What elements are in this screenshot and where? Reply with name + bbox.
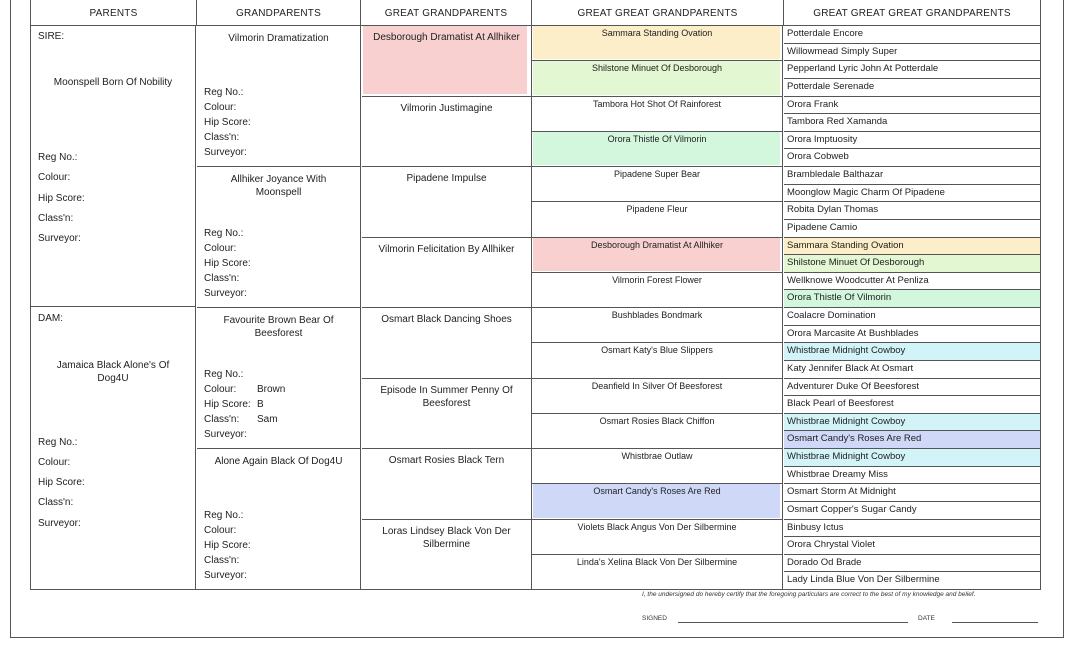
great-great-grandparent-cell — [532, 555, 782, 590]
grandparent-colour-label: Colour: — [204, 102, 237, 113]
great-grandparent-cell — [362, 449, 532, 520]
great-great-great-grandparent-row: Osmart Storm At Midnight — [784, 484, 1040, 502]
parent-sire-cell — [31, 26, 196, 307]
great-great-grandparent-cell — [532, 273, 782, 308]
great-great-grandparent-cell — [532, 97, 782, 132]
great-grandparent-cell — [362, 167, 532, 238]
great-grandparent-cell — [362, 238, 532, 309]
grandparent-colour-label: Colour: — [204, 525, 237, 536]
header-great-grandparents: GREAT GRANDPARENTS — [361, 0, 532, 26]
grandparent-name: Favourite Brown Bear Of Beesforest — [223, 315, 334, 339]
grandparent-colour-label: Colour: — [204, 243, 237, 254]
table-right-border — [1040, 0, 1041, 590]
great-great-grandparent-cell — [532, 414, 782, 449]
sire-label: SIRE: — [38, 31, 65, 42]
grandparent-reg-label: Reg No.: — [204, 228, 244, 239]
great-great-grandparent-cell — [532, 308, 782, 343]
great-great-grandparent-name: Osmart Katy's Blue Slippers — [601, 345, 713, 356]
great-great-grandparent-cell — [532, 202, 782, 237]
grandparent-name: Vilmorin Dramatization — [228, 33, 329, 44]
dam-hip-label: Hip Score: — [38, 477, 85, 488]
sire-surveyor-label: Surveyor: — [38, 233, 81, 244]
great-great-grandparent-name: Pipadene Super Bear — [613, 169, 701, 179]
great-great-grandparent-name: Orora Thistle Of Vilmorin — [607, 133, 707, 144]
grandparent-surveyor-label: Surveyor: — [204, 570, 247, 581]
grandparent-surveyor-label: Surveyor: — [204, 429, 247, 440]
grandparent-class-value: Sam — [257, 414, 278, 425]
great-great-grandparent-name: Pipadene Fleur — [626, 204, 688, 215]
great-great-great-grandparent-row: Whistbrae Midnight Cowboy — [784, 449, 1040, 467]
grandparent-cell — [197, 167, 361, 308]
great-grandparent-cell — [362, 379, 532, 450]
great-great-great-grandparent-row: Brambledale Balthazar — [784, 167, 1040, 185]
great-great-grandparent-cell — [532, 520, 782, 555]
signed-label: SIGNED — [642, 615, 667, 622]
great-great-great-grandparent-row: Whistbrae Midnight Cowboy — [784, 343, 1040, 361]
grandparent-colour-label: Colour: — [204, 384, 237, 395]
sire-name: Moonspell Born Of Nobility — [53, 77, 173, 88]
grandparent-surveyor-label: Surveyor: — [204, 147, 247, 158]
great-great-grandparent-name: Shilstone Minuet Of Desborough — [591, 63, 723, 74]
great-great-grandparent-name: Deanfield In Silver Of Beesforest — [591, 380, 723, 391]
date-label: DATE — [918, 615, 935, 622]
great-great-grandparent-cell — [532, 132, 782, 167]
date-line[interactable] — [952, 622, 1038, 623]
header-great-great-great-grandparents: GREAT GREAT GREAT GRANDPARENTS — [784, 0, 1041, 26]
grandparent-hip-label: Hip Score: — [204, 258, 251, 269]
dam-reg-label: Reg No.: — [38, 437, 78, 448]
sire-hip-label: Hip Score: — [38, 193, 85, 204]
grandparent-colour-value: Brown — [257, 384, 286, 395]
header-great-great-grandparents: GREAT GREAT GRANDPARENTS — [532, 0, 784, 26]
dam-class-label: Class'n: — [38, 497, 74, 508]
grandparent-cell — [197, 449, 361, 590]
grandparent-class-label: Class'n: — [204, 132, 240, 143]
great-grandparent-cell — [362, 520, 532, 591]
great-great-grandparent-cell — [532, 238, 782, 273]
great-grandparent-name: Desborough Dramatist At Allhiker — [373, 32, 520, 43]
great-great-great-grandparent-row: Orora Thistle Of Vilmorin — [784, 290, 1040, 308]
great-great-great-grandparent-row: Lady Linda Blue Von Der Silbermine — [784, 572, 1040, 590]
great-great-great-grandparent-row: Tambora Red Xamanda — [784, 114, 1040, 132]
grandparent-hip-label: Hip Score: — [204, 399, 251, 410]
grandparent-cell — [197, 26, 361, 167]
great-great-grandparent-name: Whistbrae Outlaw — [621, 451, 693, 461]
great-great-great-grandparent-row: Orora Frank — [784, 97, 1040, 115]
certification-text: I, the undersigned do hereby certify that the foregoing particulars are correct to the best of my knowledge and belief. — [642, 591, 976, 598]
grandparent-class-label: Class'n: — [204, 414, 240, 425]
great-great-great-grandparent-row: Katy Jennifer Black At Osmart — [784, 361, 1040, 379]
great-grandparent-name: Vilmorin Justimagine — [400, 102, 493, 114]
great-great-grandparent-name: Bushblades Bondmark — [611, 310, 703, 320]
great-great-great-grandparent-row: Pepperland Lyric John At Potterdale — [784, 61, 1040, 79]
grandparent-class-label: Class'n: — [204, 555, 240, 566]
great-great-great-grandparent-row: Potterdale Serenade — [784, 79, 1040, 97]
sire-colour-label: Colour: — [38, 172, 71, 183]
grandparent-class-label: Class'n: — [204, 273, 240, 284]
great-great-great-grandparent-row: Shilstone Minuet Of Desborough — [784, 255, 1040, 273]
dam-name: Jamaica Black Alone's Of Dog4U — [56, 360, 170, 384]
great-grandparent-name: Vilmorin Felicitation By Allhiker — [378, 243, 515, 255]
great-great-grandparent-name: Violets Black Angus Von Der Silbermine — [577, 521, 737, 532]
grandparent-name: Alone Again Black Of Dog4U — [214, 456, 343, 467]
great-great-great-grandparent-row: Osmart Copper's Sugar Candy — [784, 502, 1040, 520]
grandparent-surveyor-label: Surveyor: — [204, 288, 247, 299]
great-great-great-grandparent-row: Dorado Od Brade — [784, 555, 1040, 573]
great-great-great-grandparent-row: Willowmead Simply Super — [784, 44, 1040, 62]
great-grandparent-name: Episode In Summer Penny Of Beesforest — [380, 384, 513, 409]
great-great-grandparent-name: Osmart Candy's Roses Are Red — [593, 486, 721, 497]
grandparent-hip-label: Hip Score: — [204, 117, 251, 128]
parent-dam-cell — [31, 307, 196, 590]
grandparent-reg-label: Reg No.: — [204, 369, 244, 380]
dam-label: DAM: — [38, 313, 63, 324]
great-great-great-grandparent-row: Orora Imptuosity — [784, 132, 1040, 150]
header-parents: PARENTS — [31, 0, 197, 26]
grandparent-reg-label: Reg No.: — [204, 87, 244, 98]
header-grandparents: GRANDPARENTS — [197, 0, 361, 26]
column-divider — [782, 26, 783, 590]
great-great-grandparent-name: Linda's Xelina Black Von Der Silbermine — [576, 556, 738, 567]
great-great-great-grandparent-row: Binbusy Ictus — [784, 520, 1040, 538]
great-great-great-grandparent-row: Whistbrae Dreamy Miss — [784, 467, 1040, 485]
great-great-grandparent-name: Osmart Rosies Black Chiffon — [599, 415, 715, 426]
great-great-grandparent-cell — [532, 379, 782, 414]
great-great-grandparent-cell — [532, 167, 782, 202]
great-great-great-grandparent-row: Potterdale Encore — [784, 26, 1040, 44]
great-great-great-grandparent-row: Sammara Standing Ovation — [784, 238, 1040, 256]
great-great-grandparent-name: Vilmorin Forest Flower — [612, 274, 702, 285]
great-grandparent-name: Osmart Rosies Black Tern — [388, 455, 505, 466]
great-great-great-grandparent-row: Black Pearl of Beesforest — [784, 396, 1040, 414]
great-great-grandparent-name: Tambora Hot Shot Of Rainforest — [592, 98, 722, 109]
great-great-great-grandparent-row: Osmart Candy's Roses Are Red — [784, 431, 1040, 449]
great-great-great-grandparent-row: Wellknowe Woodcutter At Penliza — [784, 273, 1040, 291]
great-great-grandparent-name: Sammara Standing Ovation — [601, 28, 713, 38]
great-great-great-grandparent-row: Coalacre Domination — [784, 308, 1040, 326]
dam-surveyor-label: Surveyor: — [38, 518, 81, 529]
grandparent-reg-label: Reg No.: — [204, 510, 244, 521]
great-great-grandparent-cell — [532, 449, 782, 484]
grandparent-hip-label: Hip Score: — [204, 540, 251, 551]
great-great-grandparent-cell — [532, 61, 782, 96]
great-great-great-grandparent-row: Orora Cobweb — [784, 149, 1040, 167]
dam-colour-label: Colour: — [38, 457, 71, 468]
signature-line[interactable] — [678, 622, 908, 623]
great-grandparent-cell — [362, 97, 532, 168]
great-great-grandparent-cell — [532, 484, 782, 519]
great-great-great-grandparent-row: Pipadene Camio — [784, 220, 1040, 238]
great-great-great-grandparent-row: Moonglow Magic Charm Of Pipadene — [784, 185, 1040, 203]
great-grandparent-name: Osmart Black Dancing Shoes — [381, 314, 512, 325]
great-great-great-grandparent-row: Whistbrae Midnight Cowboy — [784, 414, 1040, 432]
great-great-great-grandparent-row: Orora Chrystal Violet — [784, 537, 1040, 555]
great-great-great-grandparent-row: Robita Dylan Thomas — [784, 202, 1040, 220]
grandparent-name: Allhiker Joyance With Moonspell — [230, 174, 327, 198]
great-grandparent-name: Loras Lindsey Black Von Der Silbermine — [382, 525, 511, 550]
great-great-grandparent-cell — [532, 343, 782, 378]
sire-reg-label: Reg No.: — [38, 152, 78, 163]
great-grandparent-name: Pipadene Impulse — [406, 173, 487, 184]
great-grandparent-cell — [362, 308, 532, 379]
great-great-grandparent-name: Desborough Dramatist At Allhiker — [590, 239, 724, 250]
grandparent-cell — [197, 308, 361, 449]
great-great-great-grandparent-row: Orora Marcasite At Bushblades — [784, 326, 1040, 344]
sire-class-label: Class'n: — [38, 213, 74, 224]
great-great-grandparent-cell — [532, 26, 782, 61]
great-great-great-grandparent-row: Adventurer Duke Of Beesforest — [784, 379, 1040, 397]
great-grandparent-cell — [362, 26, 532, 97]
grandparent-hip-value: B — [257, 399, 264, 410]
